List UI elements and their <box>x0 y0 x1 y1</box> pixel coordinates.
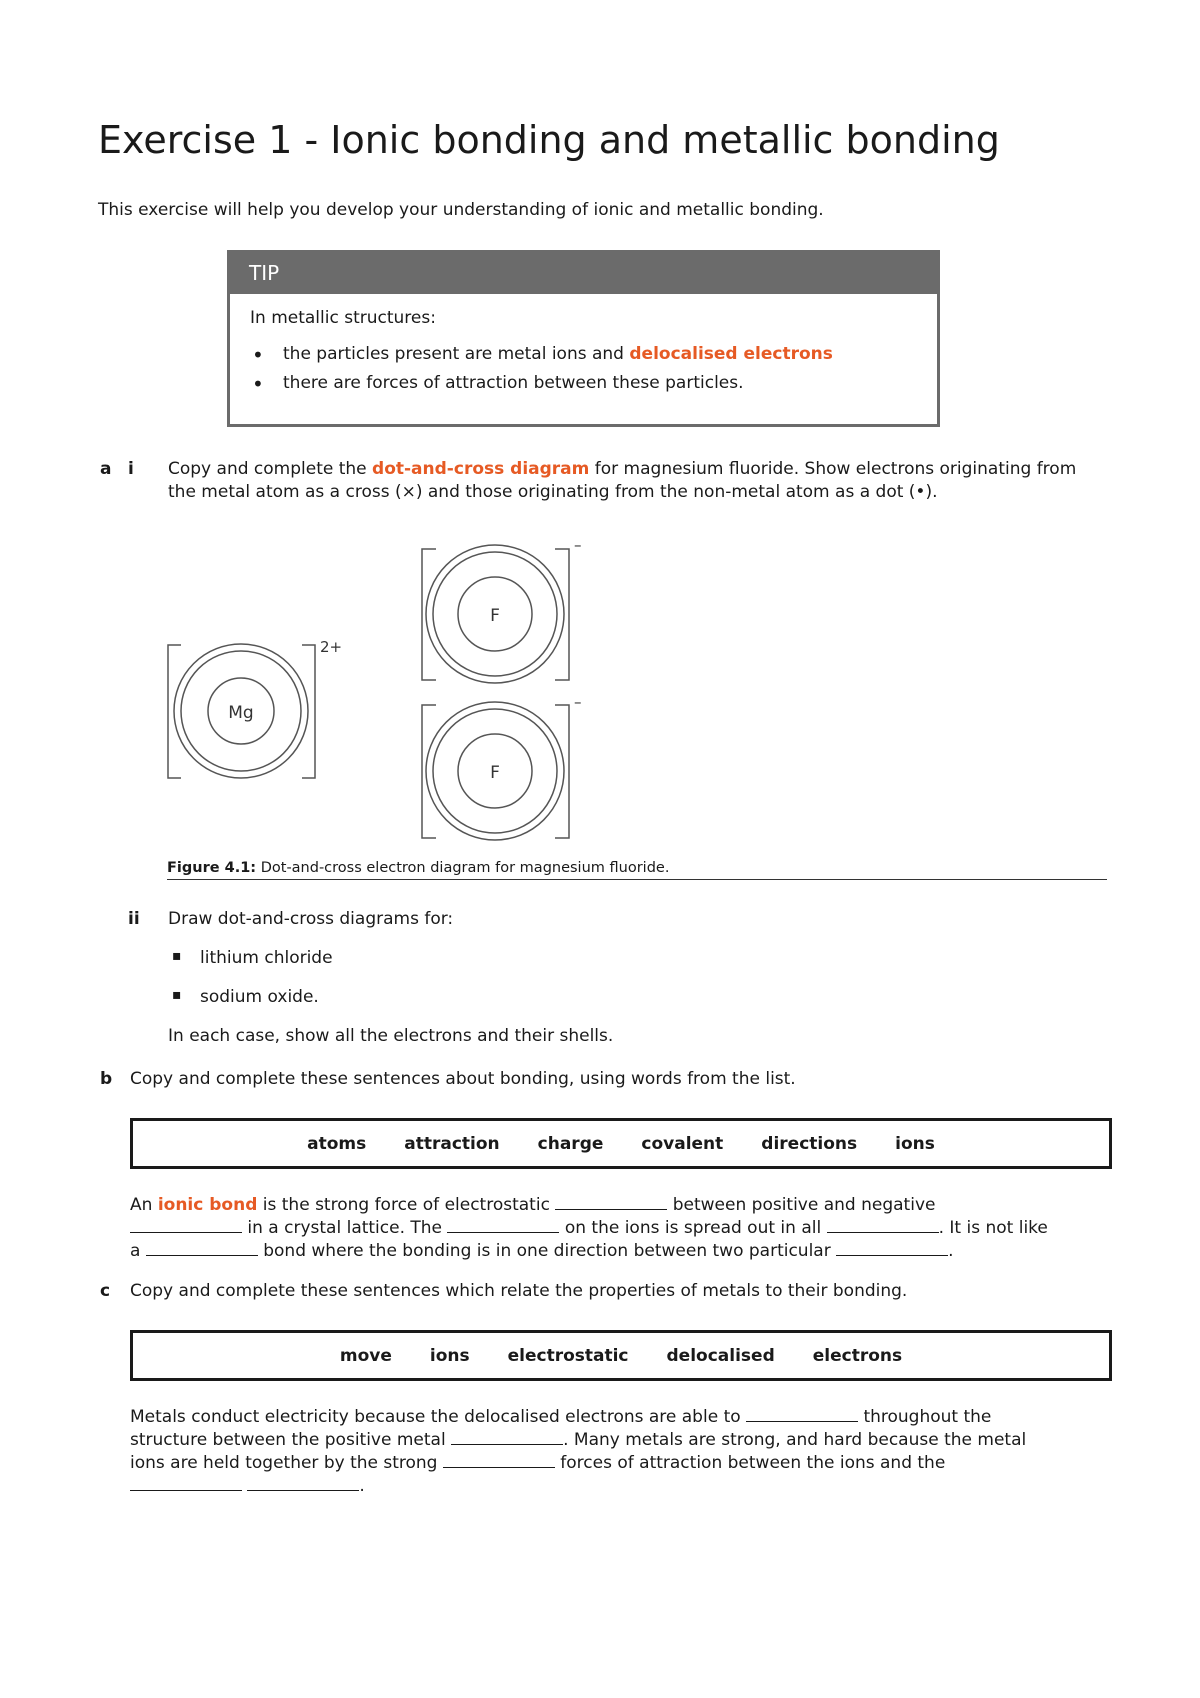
tip-lead: In metallic structures: <box>250 308 436 328</box>
figure-caption: Figure 4.1: Dot-and-cross electron diagram for magnesium fluoride. <box>167 860 1107 880</box>
word-option: electrons <box>812 1345 903 1366</box>
tip-heading: TIP <box>230 253 937 294</box>
question-c-text: Copy and complete these sentences which relate the properties of metals to their bonding. <box>130 1281 908 1301</box>
tip-bullet: • the particles present are metal ions and delocalised electrons <box>250 344 917 364</box>
question-b-text: Copy and complete these sentences about bonding, using words from the list. <box>130 1069 796 1089</box>
f-charge: – <box>574 693 582 711</box>
answer-blank[interactable] <box>247 1476 359 1491</box>
f-label: F <box>490 606 500 626</box>
answer-blank[interactable] <box>746 1407 858 1422</box>
answer-blank[interactable] <box>447 1218 559 1233</box>
subquestion-label-ii: ii <box>128 909 140 929</box>
question-c-paragraph: Metals conduct electricity because the delocalised electrons are able to throughout the structure between the positive metal . Many metals are strong, and hard because the metal ions are held together by the strong forces of attraction between the ions and the . <box>130 1407 1027 1496</box>
answer-blank[interactable] <box>443 1453 555 1468</box>
page-title: Exercise 1 - Ionic bonding and metallic bonding <box>98 118 1000 162</box>
word-option: move <box>339 1345 392 1366</box>
answer-blank[interactable] <box>146 1241 258 1256</box>
subquestion-label-i: i <box>128 459 134 479</box>
word-option: attraction <box>404 1133 500 1154</box>
word-option: ions <box>429 1345 470 1366</box>
key-term: ionic bond <box>157 1195 258 1215</box>
question-label-c: c <box>100 1281 111 1301</box>
answer-blank[interactable] <box>836 1241 948 1256</box>
question-a-ii: Draw dot-and-cross diagrams for: ▪ lithium chloride ▪ sodium oxide. In each case, show all the electrons and their shells. <box>168 908 1068 1048</box>
mg-charge: 2+ <box>320 638 343 656</box>
key-term: delocalised electrons <box>629 344 833 364</box>
question-a-text: Copy and complete the dot-and-cross diagram for magnesium fluoride. Show electrons originating from the metal atom as a cross (×) and those originating from the non-metal atom as a dot (•). <box>168 459 1077 502</box>
word-option: covalent <box>641 1133 724 1154</box>
answer-blank[interactable] <box>555 1195 667 1210</box>
word-option: atoms <box>307 1133 367 1154</box>
tip-bullet: • there are forces of attraction between these particles. <box>250 373 917 393</box>
intro-text: This exercise will help you develop your understanding of ionic and metallic bonding. <box>98 200 824 220</box>
answer-blank[interactable] <box>827 1218 939 1233</box>
word-option: charge <box>537 1133 604 1154</box>
word-option: delocalised <box>666 1345 775 1366</box>
word-list-b <box>130 1118 1112 1169</box>
word-list-c <box>130 1330 1112 1381</box>
question-b-paragraph: An ionic bond is the strong force of electrostatic between positive and negative in a crystal lattice. The on the ions is spread out in all . It is not like a bond where the bonding is in one direction between two particular . <box>130 1195 1048 1261</box>
list-item: ▪ lithium chloride <box>168 947 1068 970</box>
question-label-b: b <box>100 1069 113 1089</box>
question-label-a: a <box>100 459 112 479</box>
word-option: ions <box>895 1133 935 1154</box>
answer-blank[interactable] <box>130 1218 242 1233</box>
answer-blank[interactable] <box>130 1476 242 1491</box>
list-item: ▪ sodium oxide. <box>168 986 1068 1009</box>
key-term: dot-and-cross diagram <box>372 459 590 479</box>
f-charge: – <box>574 536 582 554</box>
answer-blank[interactable] <box>451 1430 563 1445</box>
mg-label: Mg <box>228 703 254 723</box>
word-option: directions <box>761 1133 858 1154</box>
word-option: electrostatic <box>507 1345 629 1366</box>
f-label: F <box>490 763 500 783</box>
